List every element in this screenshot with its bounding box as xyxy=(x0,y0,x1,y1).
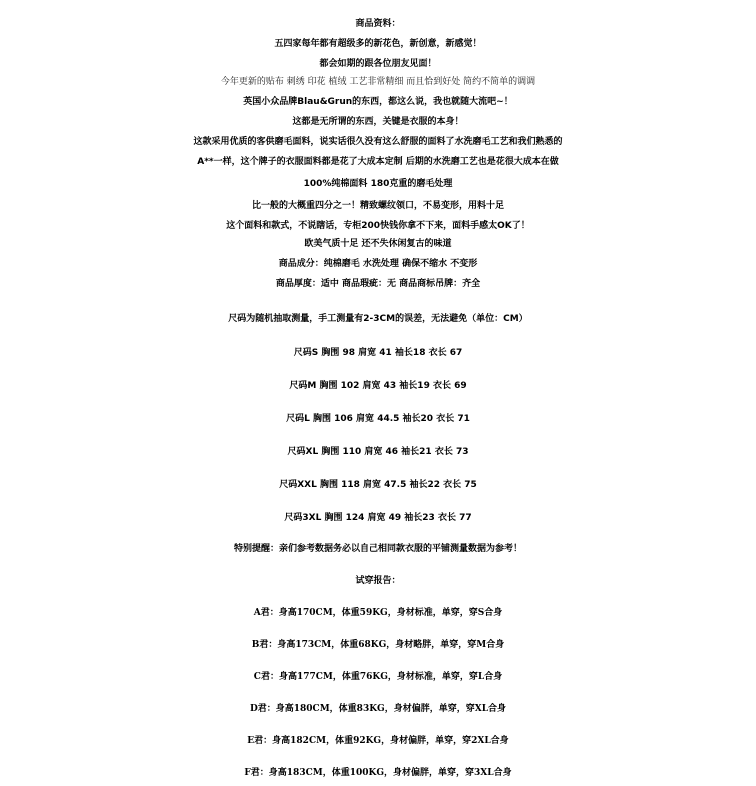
fitting-report-heading: 试穿报告： xyxy=(355,576,401,586)
product-info-heading: 商品资料： xyxy=(355,19,401,29)
intro-line: 都会如期的跟各位朋友见面！ xyxy=(319,59,437,69)
special-reminder: 特别提醒：亲们参考数据务必以自己相同款衣服的平铺测量数据为参考！ xyxy=(233,544,522,554)
intro-line: 这都是无所谓的东西，关键是衣服的本身！ xyxy=(292,117,464,127)
intro-line: 这款采用优质的客供磨毛面料，说实话很久没有这么舒服的面料了水洗磨毛工艺和我们熟悉的 xyxy=(193,137,563,147)
intro-line: 100%纯棉面料 180克重的磨毛处理 xyxy=(303,179,453,189)
size-row: 尺码S 胸围 98 肩宽 41 袖长18 衣长 67 xyxy=(293,348,463,358)
size-row: 尺码XL 胸围 110 肩宽 46 袖长21 衣长 73 xyxy=(287,447,469,457)
thickness-line: 商品厚度：适中 商品瑕疵：无 商品商标吊牌：齐全 xyxy=(275,279,481,289)
fitting-report-row: B君：身高173CM，体重68KG，身材略胖，单穿，穿M合身 xyxy=(251,640,505,650)
intro-line: 这个面料和款式，不说瞎话，专柜200快钱你拿不下来，面料手感太OK了！ xyxy=(226,221,530,231)
size-row: 尺码XXL 胸围 118 肩宽 47.5 袖长22 衣长 75 xyxy=(279,480,477,490)
size-row: 尺码3XL 胸围 124 肩宽 49 袖长23 衣长 77 xyxy=(284,513,472,523)
fitting-report-row: D君：身高180CM，体重83KG，身材偏胖，单穿，穿XL合身 xyxy=(249,704,507,714)
intro-line: A**一样，这个牌子的衣服面料都是花了大成本定制 后期的水洗磨工艺也是花很大成本在做 xyxy=(197,157,559,167)
fitting-report-row: F君：身高183CM，体重100KG，身材偏胖，单穿，穿3XL合身 xyxy=(244,768,512,778)
size-row: 尺码L 胸围 106 肩宽 44.5 袖长20 衣长 71 xyxy=(286,414,470,424)
intro-line: 英国小众品牌Blau&Grun的东西，都这么说，我也就随大流吧~！ xyxy=(243,97,513,107)
size-note: 尺码为随机抽取测量，手工测量有2-3CM的误差，无法避免（单位：CM） xyxy=(228,314,528,324)
intro-line: 五四家每年都有超级多的新花色，新创意，新感觉！ xyxy=(274,39,482,49)
intro-line: 今年更新的贴布 刺绣 印花 植绒 工艺非常精细 而且恰到好处 简约不简单的调调 xyxy=(220,77,536,87)
intro-line: 欧美气质十足 还不失休闲复古的味道 xyxy=(304,239,452,249)
fitting-report-row: C君：身高177CM，体重76KG，身材标准，单穿，穿L合身 xyxy=(253,672,503,682)
size-row: 尺码M 胸围 102 肩宽 43 袖长19 衣长 69 xyxy=(289,381,467,391)
fitting-report-row: A君：身高170CM，体重59KG，身材标准，单穿，穿S合身 xyxy=(253,608,503,618)
material-line: 商品成分：纯棉磨毛 水洗处理 确保不缩水 不变形 xyxy=(278,259,478,269)
fitting-report-row: E君：身高182CM，体重92KG，身材偏胖，单穿，穿2XL合身 xyxy=(247,736,509,746)
intro-line: 比一般的大概重四分之一！精致螺纹领口，不易变形，用料十足 xyxy=(251,201,504,211)
